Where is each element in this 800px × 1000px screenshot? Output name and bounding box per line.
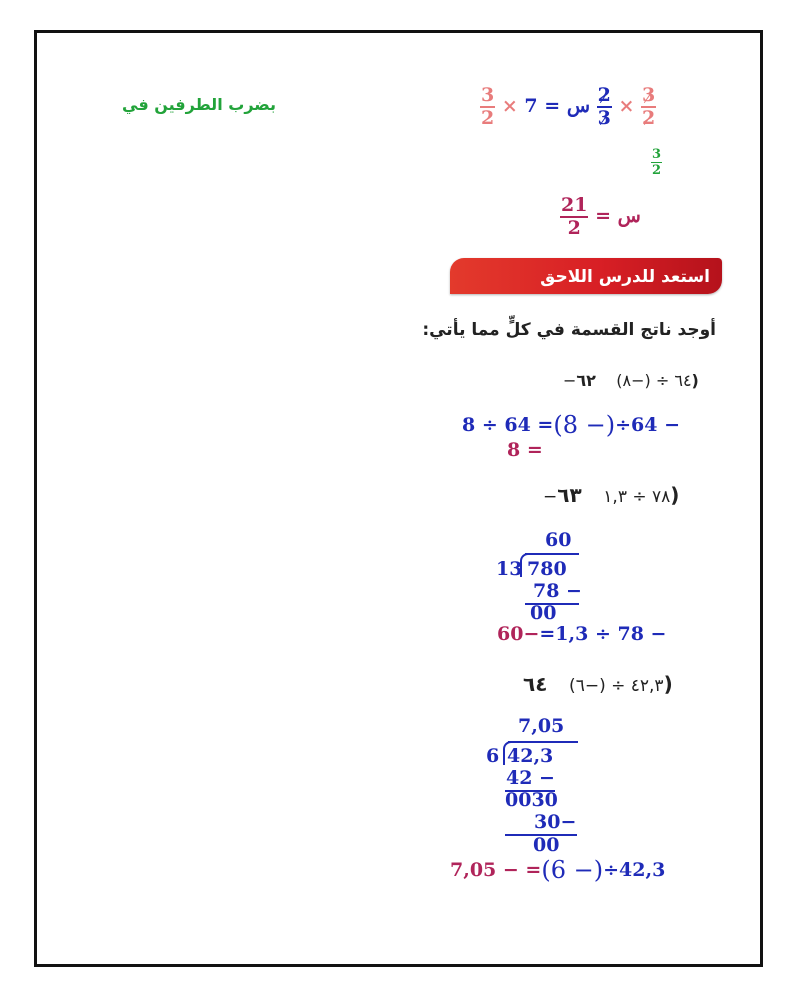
equals-sign-result: =: [595, 205, 611, 227]
top-equation: [480, 86, 656, 128]
p63-quotient: 60: [545, 529, 572, 551]
equals-sign: =: [544, 95, 561, 117]
problem-63-number: ٦٣): [557, 483, 680, 507]
p63-dividend: 780: [527, 558, 567, 580]
p62-paren: (8 −): [553, 411, 616, 439]
variable-seen: س: [566, 95, 591, 117]
p64-remainder-2: 00: [533, 834, 560, 856]
p64-division-bar: [508, 741, 578, 743]
p63-subtract: 78 −: [533, 580, 582, 602]
side-note: بضرب الطرفين في: [122, 95, 277, 114]
instruction-text: أوجد ناتج القسمة في كلٍّ مما يأتي:: [422, 320, 716, 340]
p63-remainder: 00: [530, 602, 557, 624]
problem-64-header: [523, 674, 673, 695]
times-sign-2: ×: [618, 95, 635, 117]
p62-left: 8 ÷ 64 =: [462, 414, 554, 436]
variable-result: س: [617, 205, 641, 227]
times-sign: ×: [501, 95, 518, 117]
problem-62-expression: −٦٤ ÷ (−٨): [563, 371, 692, 390]
p64-result-expr: ÷42,3: [603, 859, 666, 881]
result-fraction: $\frac{21}{2}$: [561, 194, 588, 239]
p64-quotient: 7,05: [518, 715, 565, 737]
p64-divisor: 6: [486, 745, 500, 767]
p64-result-value: 7,05 − =: [450, 859, 542, 881]
small-fraction: $\frac{3}{2}$: [652, 147, 662, 178]
problem-63-expression: −٧٨ ÷ ١,٣: [543, 487, 671, 507]
p63-division-bar: [525, 553, 579, 555]
p64-result-line: [450, 858, 665, 882]
section-banner: [450, 258, 722, 294]
p64-remainder-1: 0030: [505, 789, 558, 811]
problem-62-number: ٦٢): [576, 371, 699, 390]
p63-result-expr: =1,3 ÷ 78 −: [539, 623, 667, 645]
p64-dividend: 42,3: [507, 745, 554, 767]
p63-result-line: [497, 625, 666, 644]
p64-subtract-2: 30−: [534, 811, 577, 833]
fraction-cancel: $\frac{3}{2}$: [642, 84, 656, 129]
problem-63-header: [543, 485, 679, 506]
p64-subtract-1: 42 −: [506, 767, 555, 789]
problem-62-header: [563, 373, 699, 389]
banner-title: استعد للدرس اللاحق: [540, 267, 710, 287]
seven-value: 7: [524, 95, 538, 117]
p63-result-value: 60−: [497, 623, 540, 645]
result-equation: [560, 196, 641, 238]
problem-64-expression: ٤٢,٣ ÷ (−٦): [569, 676, 664, 696]
problem-64-number: ٦٤): [523, 672, 673, 696]
p63-divisor: 13: [496, 558, 523, 580]
problem-62-result: 8 =: [507, 439, 543, 461]
p64-paren: (6 −): [541, 856, 604, 884]
fraction-three-halves: $\frac{3}{2}$: [481, 84, 495, 129]
problem-62-work-line1: [462, 413, 680, 437]
p62-right: ÷64 −: [615, 414, 680, 436]
fraction-two-thirds: $\frac{2}{3}$: [597, 84, 611, 129]
